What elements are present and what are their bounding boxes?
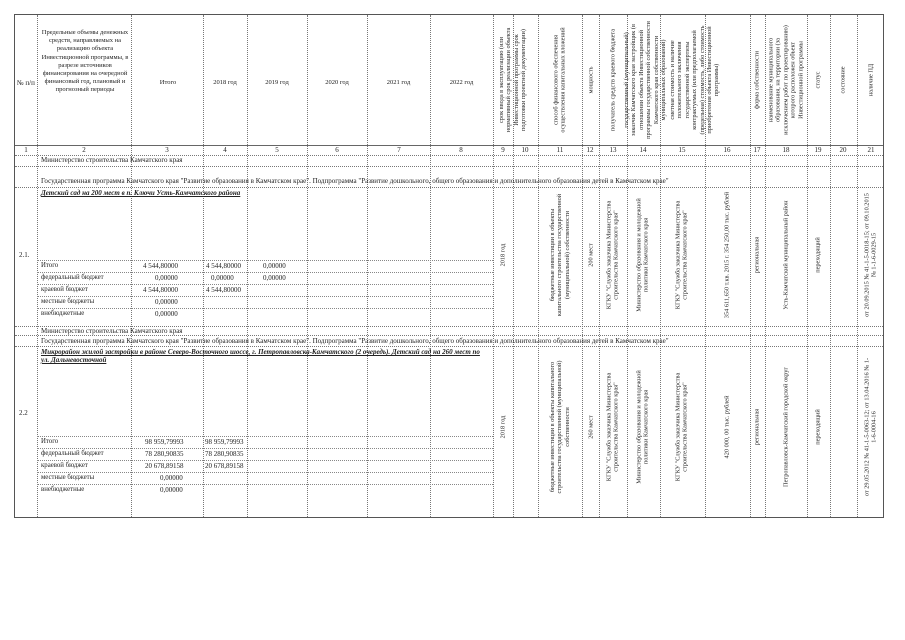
design-documentation: от 20.09.2015 № 41-1-5-0018-15; от 09.10.2015 № 1-1-6-0029-15: [863, 193, 878, 317]
financing-method: бюджетные инвестиции в объекты капитального строительства государственной (муниципальной) собственности: [548, 193, 571, 317]
row-label-total: Итого: [41, 438, 59, 445]
col-number: 18: [782, 146, 790, 154]
value-total: 0,00000: [160, 474, 183, 482]
funds-recipient: КГКУ "Служба заказчика Министерства строительства Камчатского края": [605, 372, 620, 482]
value-total: 78 280,90835: [145, 450, 184, 458]
header-year-2018: 2018 год: [213, 79, 237, 86]
value-total: 0,00000: [155, 274, 178, 282]
row-label-regional: краевой бюджет: [41, 462, 88, 469]
header-rot-13: получатель средств краевого бюджета: [609, 28, 617, 132]
header-rot-15: сметная стоимость и наличие положительного заключения государственной экспертизы контрактуемых (или предполагаемой (предельная) стоимость, либо стоимость приобретения объекта Инвестиционной программы): [669, 25, 721, 135]
col-number: 3: [165, 146, 169, 154]
program-line: Государственная программа Камчатского края "Развитие образования в Камчатском крае". Подпрограмма "Развитие дошкольного, общего образования и дополнительного образования детей в Камчатском крае": [41, 177, 669, 185]
col-number: 1: [24, 146, 28, 154]
header-year-2021: 2021 год: [386, 79, 411, 86]
ministry-title: Министерство строительства Камчатского края: [41, 327, 183, 335]
value-2019: 0,00000: [263, 274, 286, 282]
row-label-total: Итого: [41, 262, 59, 269]
capacity: 200 мест: [587, 243, 595, 267]
header-rot-14: государственный (муниципальный) заказчик Камчатского края застройщик (в отношении объекта Инвестиционной программы государственной собственности Камчатского края собственности муниципальных образований): [622, 21, 667, 139]
status: переходящий: [814, 237, 822, 273]
customer: Министерство образования и молодежной политики Камчатского края: [635, 370, 650, 484]
design-documentation: от 29.05.2012 № 41-1-5-0063-12; от 13.04.2016 № 1-1-6-0004-16: [863, 357, 878, 497]
object-title: Микрорайон жилой застройки в районе Северо-Восточного шоссе, г. Петропавловска-Камчатского (2 очередь). Детский сад на 260 мест по ул. Дальневосточной: [41, 348, 480, 364]
value-2019: 0,00000: [263, 262, 286, 270]
developer: КГКУ "Служба заказчика Министерства строительства Камчатского края": [674, 200, 689, 310]
col-number: 6: [335, 146, 339, 154]
value-2018: 98 959,79993: [205, 438, 244, 446]
col-number: 13: [609, 146, 617, 154]
capacity: 260 мест: [587, 415, 595, 439]
object-number: 2.2: [19, 409, 28, 417]
col-number: 4: [223, 146, 227, 154]
col-number: 5: [275, 146, 279, 154]
value-total: 0,00000: [155, 298, 178, 306]
municipality: Усть-Камчатский муниципальный район: [782, 200, 790, 310]
estimated-cost: 420 000, 00 тыс. рублей: [723, 395, 731, 459]
value-2018: 0,00000: [211, 274, 234, 282]
financing-method: бюджетные инвестиции в объекты капитального строительства государственной (муниципальной) собственности: [548, 360, 571, 494]
header-rot-21: наличие ПД: [867, 63, 875, 97]
value-total: 4 544,80000: [143, 262, 178, 270]
value-total: 0,00000: [155, 310, 178, 318]
header-year-2020: 2020 год: [325, 79, 349, 86]
customer: Министерство образования и молодежной политики Камчатского края: [635, 198, 650, 312]
col-number: 21: [867, 146, 875, 154]
commission-year: 2018 год: [499, 243, 507, 267]
col-number: 17: [753, 146, 761, 154]
value-2018: 78 280,90835: [205, 450, 244, 458]
ownership-form: региональная: [753, 236, 761, 274]
header-rot-17: форма собственности: [753, 51, 761, 109]
object-title: Детский сад на 200 мест в п. Ключи Усть-Камчатского района: [41, 189, 241, 197]
col-number: 11: [556, 146, 564, 154]
value-total: 0,00000: [160, 486, 183, 494]
header-year-2022: 2022 год: [449, 79, 474, 86]
col-number: 10: [521, 146, 529, 154]
value-total: 98 959,79993: [145, 438, 184, 446]
col-number: 7: [397, 146, 401, 154]
object-number: 2.1.: [19, 251, 30, 259]
row-label-federal: федеральный бюджет: [41, 450, 104, 457]
value-2018: 4 544,80000: [206, 286, 241, 294]
header-rot-9: срок ввода в эксплуатацию (или нормативный срок реализации объекта Инвестиционной программы срок подготовки проектной документации): [498, 27, 528, 133]
col-number: 15: [678, 146, 686, 154]
col-number: 16: [723, 146, 731, 154]
col-number: 20: [839, 146, 847, 154]
developer: КГКУ "Служба заказчика Министерства строительства Камчатского края": [674, 372, 689, 482]
col-number: 14: [639, 146, 647, 154]
col-number: 9: [501, 146, 505, 154]
ownership-form: региональная: [753, 408, 761, 446]
col-number: 2: [82, 146, 86, 154]
header-col-no: № п/п: [17, 79, 35, 87]
header-rot-11: способ финансового обеспечения осуществления капитальных вложений: [552, 27, 567, 133]
header-rot-19: статус: [814, 71, 822, 89]
header-year-2019: 2019 год: [265, 79, 289, 86]
row-label-offbudget: внебюджетные: [41, 310, 85, 317]
ministry-title: Министерство строительства Камчатского края: [41, 156, 183, 164]
row-label-regional: краевой бюджет: [41, 286, 88, 293]
header-rot-20: состояние: [839, 66, 847, 94]
commission-year: 2018 год: [499, 415, 507, 439]
row-label-offbudget: внебюджетные: [41, 486, 85, 493]
header-rot-12: мощность: [587, 66, 595, 94]
header-col-total: Итого: [159, 79, 177, 86]
row-label-federal: федеральный бюджет: [41, 274, 104, 281]
estimated-cost: 354 611,650 т.кв. 2015 г. 354 250,00 тыс. рублей: [723, 191, 731, 319]
col-number: 19: [814, 146, 822, 154]
value-2018: 20 678,89158: [205, 462, 244, 470]
row-label-local: местные бюджеты: [41, 298, 95, 305]
col-number: 12: [586, 146, 594, 154]
row-label-local: местные бюджеты: [41, 474, 95, 481]
value-total: 4 544,80000: [143, 286, 178, 294]
header-rot-18: наименование муниципального образования, на территории (за исключением работ по проектированию) которого расположен объект Инвестиционной программы: [767, 25, 805, 135]
program-line: Государственная программа Камчатского края "Развитие образования в Камчатском крае". Подпрограмма "Развитие дошкольного, общего образования и дополнительного образования детей в Камчатском крае": [41, 337, 669, 345]
value-2018: 4 544,80000: [206, 262, 241, 270]
municipality: Петропавловск-Камчатский городской округ: [782, 367, 790, 487]
header-col-funds: Предельные объемы денежных средств, направляемых на реализацию объекта Инвестиционной программы, в разрезе источников финансирования на очередной финансовый год, плановый и прогнозный периоды: [41, 29, 129, 94]
status: переходящий: [814, 409, 822, 445]
funds-recipient: КГКУ "Служба заказчика Министерства строительства Камчатского края": [605, 200, 620, 310]
value-total: 20 678,89158: [145, 462, 184, 470]
investment-program-table: [14, 14, 884, 518]
col-number: 8: [459, 146, 463, 154]
